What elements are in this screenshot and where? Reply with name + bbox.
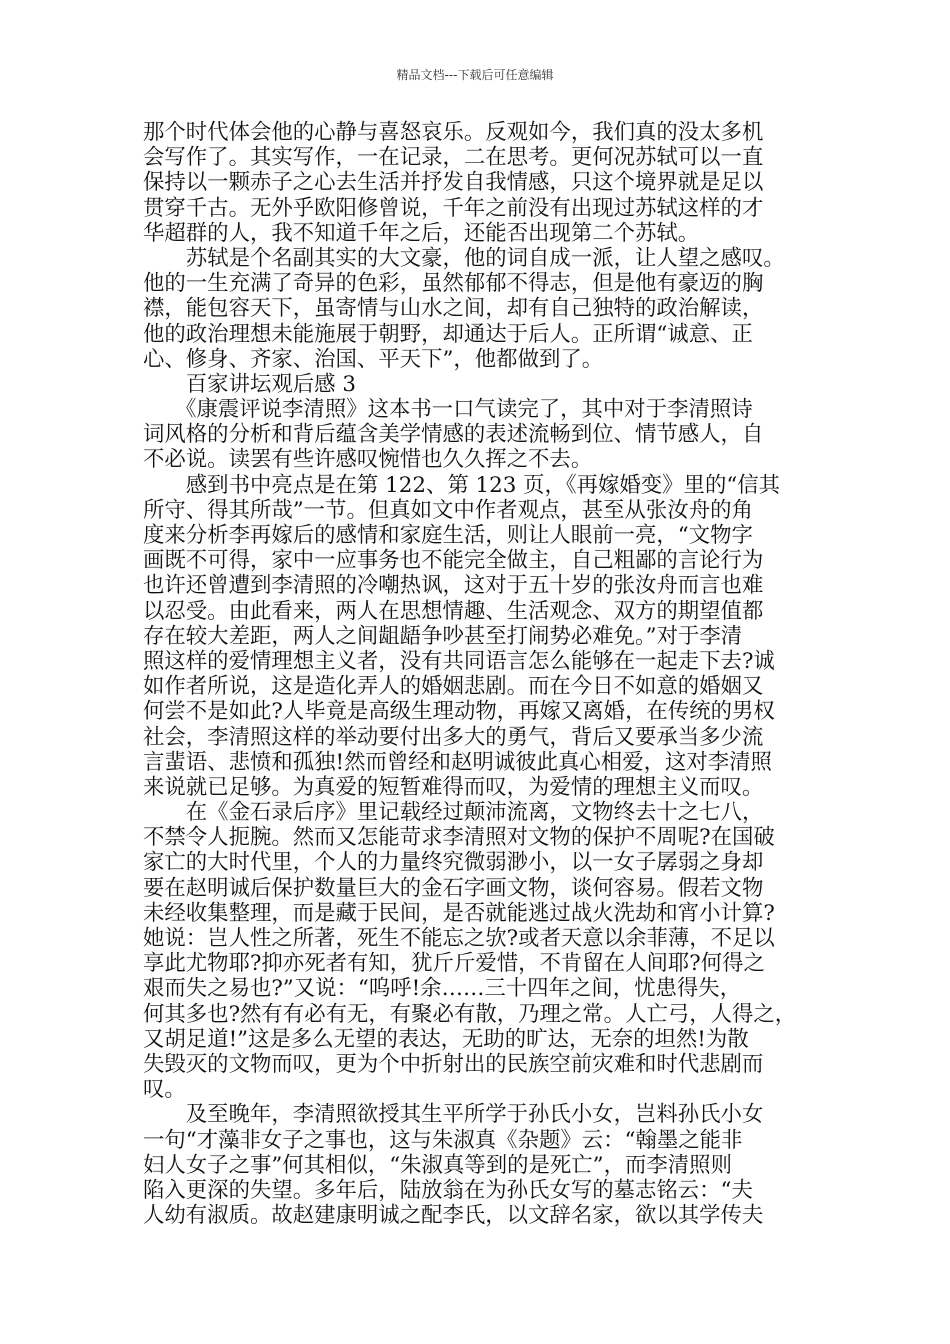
text-line: 那个时代体会他的心静与喜怒哀乐。反观如今，我们真的没太多机 [143, 120, 764, 145]
text-line: 不禁令人扼腕。然而又怎能苛求李清照对文物的保护不周呢?在国破 [143, 825, 775, 851]
text-line: 以忍受。由此看来，两人在思想情趣、生活观念、双方的期望值都 [143, 598, 764, 624]
text-line: 一句“才藻非女子之事也，这与朱淑真《杂题》云：“翰墨之能非 [143, 1127, 743, 1153]
text-line: 来说就已足够。为真爱的短暂难得而叹，为爱情的理想主义而叹。 [143, 774, 764, 800]
body-text [143, 120, 819, 1228]
text-line: 及至晚年，李清照欲授其生平所学于孙氏小女，岂料孙氏小女 [143, 1102, 764, 1128]
text-line: 陷入更深的失望。多年后，陆放翁在为孙氏女写的墓志铭云：“夫 [143, 1177, 753, 1203]
text-line: 人幼有淑质。故赵建康明诚之配李氏，以文辞名家，欲以其学传夫 [143, 1203, 764, 1229]
text-line: 他的一生充满了奇异的色彩，虽然郁郁不得志，但是他有豪迈的胸 [143, 271, 764, 297]
text-line: 艰而失之易也?”又说：“呜呼!余……三十四年之间，忧患得失， [143, 976, 742, 1002]
text-line: 贯穿千古。无外乎欧阳修曾说，千年之前没有出现过苏轼这样的才 [143, 195, 764, 221]
text-line: 也许还曾遭到李清照的冷嘲热讽，这对于五十岁的张汝舟而言也难 [143, 573, 764, 599]
text-line: 在《金石录后序》里记载经过颠沛流离，文物终去十之七八， [143, 800, 764, 826]
text-line: 保持以一颗赤子之心去生活并抒发自我情感，只这个境界就是足以 [143, 170, 764, 196]
text-line: 何尝不是如此?人毕竟是高级生理动物，再嫁又离婚，在传统的男权 [143, 699, 775, 725]
text-line: 度来分析李再嫁后的感情和家庭生活，则让人眼前一亮，“文物字 [143, 523, 753, 548]
text-line: 享此尤物耶?抑亦死者有知，犹斤斤爱惜，不肯留在人间耶?何得之 [143, 951, 765, 977]
text-line: 又胡足道!”这是多么无望的表达，无助的旷达，无奈的坦然!为散 [143, 1026, 749, 1052]
text-line: 画既不可得，家中一应事务也不能完全做主，自己粗鄙的言论行为 [143, 548, 764, 574]
text-line: 言蜚语、悲愤和孤独!然而曾经和赵明诚彼此真心相爱，这对李清照 [143, 749, 772, 775]
text-line: 要在赵明诚后保护数量巨大的金石字画文物，谈何容易。假若文物 [143, 875, 764, 901]
text-line: 妇人女子之事”何其相似，“朱淑真等到的是死亡”，而李清照则 [143, 1152, 732, 1178]
text-line: 华超群的人，我不知道千年之后，还能否出现第二个苏轼。 [143, 220, 700, 246]
text-line: 心、修身、齐家、治国、平天下”，他都做到了。 [143, 346, 604, 372]
text-line: 《康震评说李清照》这本书一口气读完了，其中对于李清照诗 [143, 397, 753, 423]
text-line: 会写作了。其实写作，一在记录，二在思考。更何况苏轼可以一直 [143, 145, 764, 171]
text-line: 何其多也?然有有必有无，有聚必有散，乃理之常。人亡弓，人得之， [143, 1001, 797, 1027]
text-line: 社会，李清照这样的举动要付出多大的勇气，背后又要承当多少流 [143, 724, 764, 750]
text-line: 襟，能包容天下，虽寄情与山水之间，却有自己独特的政治解读， [143, 296, 764, 322]
text-line: 失毁灭的文物而叹，更为个中折射出的民族空前灾难和时代悲剧而 [143, 1051, 764, 1077]
text-line: 照这样的爱情理想主义者，没有共同语言怎么能够在一起走下去?诚 [143, 648, 775, 674]
text-line: 百家讲坛观后感 3 [143, 371, 356, 397]
text-line: 存在较大差距，两人之间龃龉争吵甚至打闹势必难免。”对于李清 [143, 623, 743, 649]
text-line: 苏轼是个名副其实的大文豪，他的词自成一派，让人望之感叹。 [143, 245, 785, 271]
page-header: 精品文档---下载后可任意编辑 [396, 68, 554, 82]
text-line: 如作者所说，这是造化弄人的婚姻悲剧。而在今日不如意的婚姻又 [143, 674, 764, 700]
text-line: 所守、得其所哉”一节。但真如文中作者观点，甚至从张汝舟的角 [143, 497, 753, 523]
text-line: 家亡的大时代里，个人的力量终究微弱渺小，以一女子孱弱之身却 [143, 850, 764, 876]
text-line: 未经收集整理，而是藏于民间，是否就能逃过战火洗劫和宵小计算? [143, 900, 775, 926]
text-line: 她说：岂人性之所著，死生不能忘之欤?或者天意以余菲薄，不足以 [143, 926, 775, 951]
text-line: 叹。 [143, 1077, 186, 1103]
text-line: 感到书中亮点是在第 122、第 123 页，《再嫁婚变》里的“信其 [143, 472, 781, 498]
text-line: 词风格的分析和背后蕴含美学情感的表述流畅到位、情节感人，自 [143, 422, 764, 448]
text-line: 不必说。读罢有些许感叹惋惜也久久挥之不去。 [143, 447, 593, 473]
text-line: 他的政治理想未能施展于朝野，却通达于后人。正所谓“诚意、正 [143, 321, 753, 347]
